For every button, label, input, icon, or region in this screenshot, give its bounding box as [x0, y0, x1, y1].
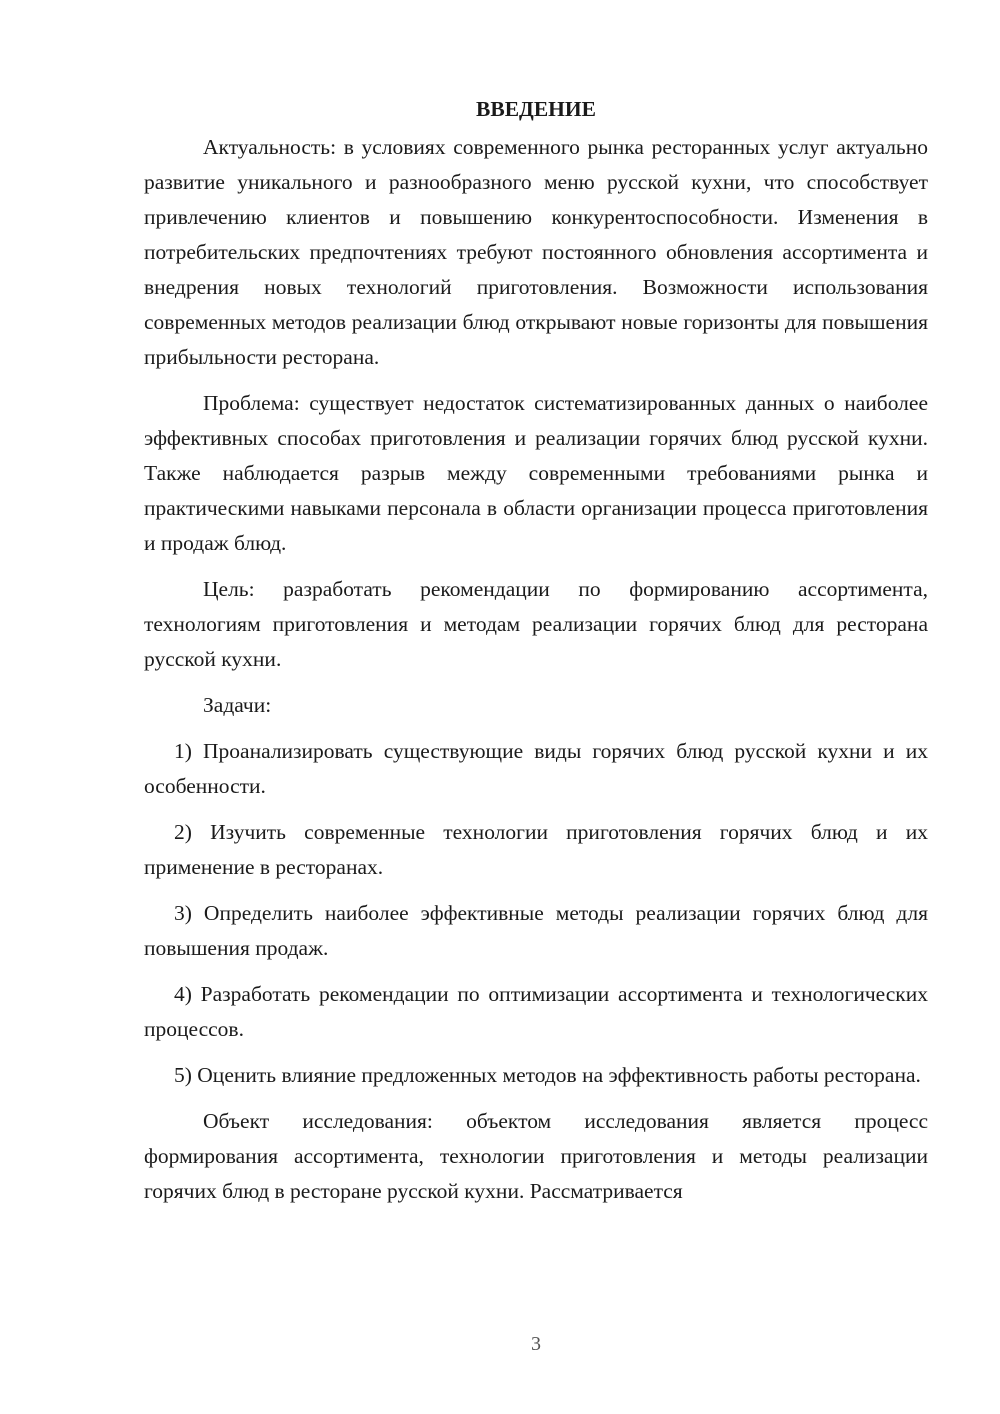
paragraph-goal: Цель: разработать рекомендации по формированию ассортимента, технологиям приготовления и методам реализации горячих блюд для ресторана русской кухни.: [144, 577, 928, 671]
paragraph-problem: Проблема: существует недостаток систематизированных данных о наиболее эффективных способах приготовления и реализации горячих блюд русской кухни. Также наблюдается разрыв между современными требованиями рынка и практическими навыками персонала в области организации процесса приготовления и продаж блюд.: [144, 391, 928, 555]
task-item-3: 3) Определить наиболее эффективные методы реализации горячих блюд для повышения продаж.: [144, 901, 928, 960]
paragraph-relevance: Актуальность: в условиях современного рынка ресторанных услуг актуально развитие уникального и разнообразного меню русской кухни, что способствует привлечению клиентов и повышению конкурентоспособности. Изменения в потребительских предпочтениях требуют постоянного обновления ассортимента и внедрения новых технологий приготовления. Возможности использования современных методов реализации блюд открывают новые горизонты для повышения прибыльности ресторана.: [144, 135, 928, 369]
task-item-4: 4) Разработать рекомендации по оптимизации ассортимента и технологических процессов.: [144, 982, 928, 1041]
page-content: [144, 92, 928, 1209]
section-title: ВВЕДЕНИЕ: [476, 97, 596, 121]
tasks-heading: Задачи:: [203, 693, 272, 717]
task-item-2: 2) Изучить современные технологии приготовления горячих блюд и их применение в ресторанах.: [144, 820, 928, 879]
page-number: 3: [531, 1333, 541, 1355]
task-item-5: 5) Оценить влияние предложенных методов на эффективность работы ресторана.: [174, 1063, 921, 1087]
paragraph-object: Объект исследования: объектом исследования является процесс формирования ассортимента, технологии приготовления и методы реализации горячих блюд в ресторане русской кухни. Рассматривается: [144, 1109, 928, 1203]
task-item-1: 1) Проанализировать существующие виды горячих блюд русской кухни и их особенности.: [144, 739, 928, 798]
